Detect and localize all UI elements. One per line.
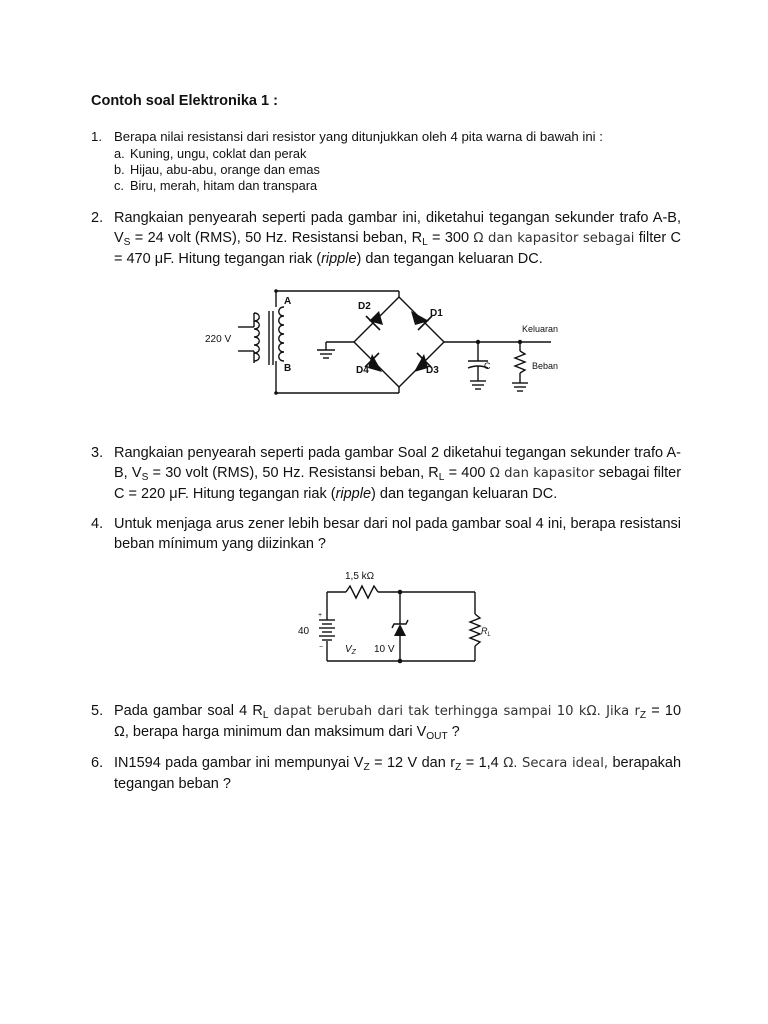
question-number: 5.	[91, 703, 104, 719]
italic-text: ripple	[321, 251, 357, 267]
text-run: filter C = 470	[114, 230, 681, 267]
text-run: = 1,4	[461, 755, 504, 771]
option-item	[114, 178, 681, 194]
d2-label: D2	[358, 301, 371, 312]
bridge-rectifier-diagram	[196, 283, 576, 403]
subscript: Z	[639, 710, 647, 721]
question-text	[114, 701, 681, 742]
question-text	[114, 208, 681, 269]
d1-label: D1	[430, 308, 443, 319]
subscript: Z	[363, 762, 370, 773]
zener-diode-icon	[394, 624, 406, 636]
question-text: Untuk menjaga arus zener lebih besar dari nol pada gambar soal 4 ini, berapa resistansi beban mínimum yang diizinkan ?	[114, 516, 681, 552]
text-run: = 400	[444, 465, 490, 481]
source-voltage-label: 40	[298, 626, 310, 637]
zener-regulator-diagram	[290, 566, 510, 676]
option-text: Kuning, ungu, coklat dan perak	[130, 146, 307, 161]
text-run: μ	[169, 486, 178, 502]
text-run: = 10	[646, 703, 682, 719]
text-run: = 30 volt (RMS), 50 Hz. Resistansi beban, R	[148, 465, 439, 481]
text-run: Rangkaian penyearah seperti pada gambar Soal 2 diketahui tegangan sekunder trafo A-B, V	[114, 445, 681, 481]
italic-text: ripple	[335, 486, 372, 502]
subscript: L	[422, 237, 428, 248]
terminal-a-label: A	[284, 296, 292, 307]
input-voltage-label: 220 V	[205, 334, 232, 345]
text-run: = 12 V dan r	[369, 755, 456, 771]
text-run: Ω. Secara ideal,	[503, 756, 609, 771]
d4-label: D4	[356, 365, 369, 376]
option-label: b.	[114, 162, 125, 177]
text-run: F. Hitung tegangan riak (	[177, 486, 336, 502]
text-run: sebagai filter C = 220	[114, 465, 682, 502]
question-number: 1.	[91, 129, 102, 144]
question-number: 6.	[91, 755, 104, 771]
text-run: = 300	[427, 230, 474, 246]
question-1	[91, 128, 681, 194]
subscript: S	[141, 472, 149, 483]
text-run: = 24 volt (RMS), 50 Hz. Resistansi beban, R	[130, 230, 423, 246]
vz-label: $V_Z$	[345, 644, 356, 656]
text-run: Pada gambar soal 4 R	[114, 703, 263, 719]
subscript: OUT	[426, 731, 448, 742]
option-text: Biru, merah, hitam dan transpara	[130, 178, 318, 193]
option-item	[114, 146, 681, 162]
page-title: Contoh soal Elektronika 1 :	[91, 93, 278, 109]
question-text	[114, 443, 681, 504]
terminal-b-label: B	[284, 363, 292, 374]
option-item	[114, 162, 681, 178]
text-run: F. Hitung tegangan riak (	[163, 251, 322, 267]
question-number: 4.	[91, 516, 104, 532]
d3-label: D3	[426, 365, 439, 376]
text-run: berapakah tegangan beban ?	[114, 755, 682, 792]
load-label: Beban	[532, 361, 559, 371]
text-run: Rangkaian penyearah seperti pada gambar ini, diketahui tegangan sekunder trafo A-B, V	[114, 210, 681, 246]
subscript: Z	[455, 762, 462, 773]
option-text: Hijau, abu-abu, orange dan emas	[130, 162, 320, 177]
text-run: Ω dan kapasitor	[489, 466, 595, 481]
capacitor-label: C	[484, 361, 491, 371]
question-text: Berapa nilai resistansi dari resistor yang ditunjukkan oleh 4 pita warna di bawah ini :	[114, 129, 603, 144]
text-run: ) dan tegangan keluaran DC.	[356, 251, 543, 267]
output-label: Keluaran	[522, 324, 559, 334]
text-run: ?	[447, 724, 460, 740]
text-run: ) dan tegangan keluaran DC.	[371, 486, 558, 502]
question-5	[91, 701, 681, 742]
option-label: c.	[114, 178, 124, 193]
text-run: Ω	[114, 724, 125, 740]
question-6	[91, 753, 681, 794]
subscript: L	[262, 710, 269, 721]
text-run: , berapa harga minimum dan maksimum dari V	[124, 724, 427, 740]
plus-sign: +	[318, 612, 323, 619]
question-number: 2.	[91, 210, 104, 226]
question-2	[91, 208, 681, 269]
rl-label: $R_L$	[481, 626, 491, 638]
text-run: IN1594 pada gambar ini mempunyai V	[114, 755, 364, 771]
question-4	[91, 514, 681, 554]
question-text	[114, 753, 681, 794]
option-list	[114, 146, 681, 194]
zener-voltage-label: 10 V	[374, 644, 395, 655]
text-run: μ	[154, 251, 164, 267]
subscript: S	[123, 237, 131, 248]
series-resistor-label: 1,5 kΩ	[345, 571, 375, 582]
subscript: L	[438, 472, 445, 483]
question-number: 3.	[91, 445, 104, 461]
minus-sign: −	[319, 644, 324, 651]
option-label: a.	[114, 146, 125, 161]
text-run: Ω dan kapasitor sebagai	[473, 231, 635, 246]
text-run: dapat berubah dari tak terhingga sampai 10 kΩ. Jika r	[273, 704, 640, 719]
question-3	[91, 443, 681, 504]
